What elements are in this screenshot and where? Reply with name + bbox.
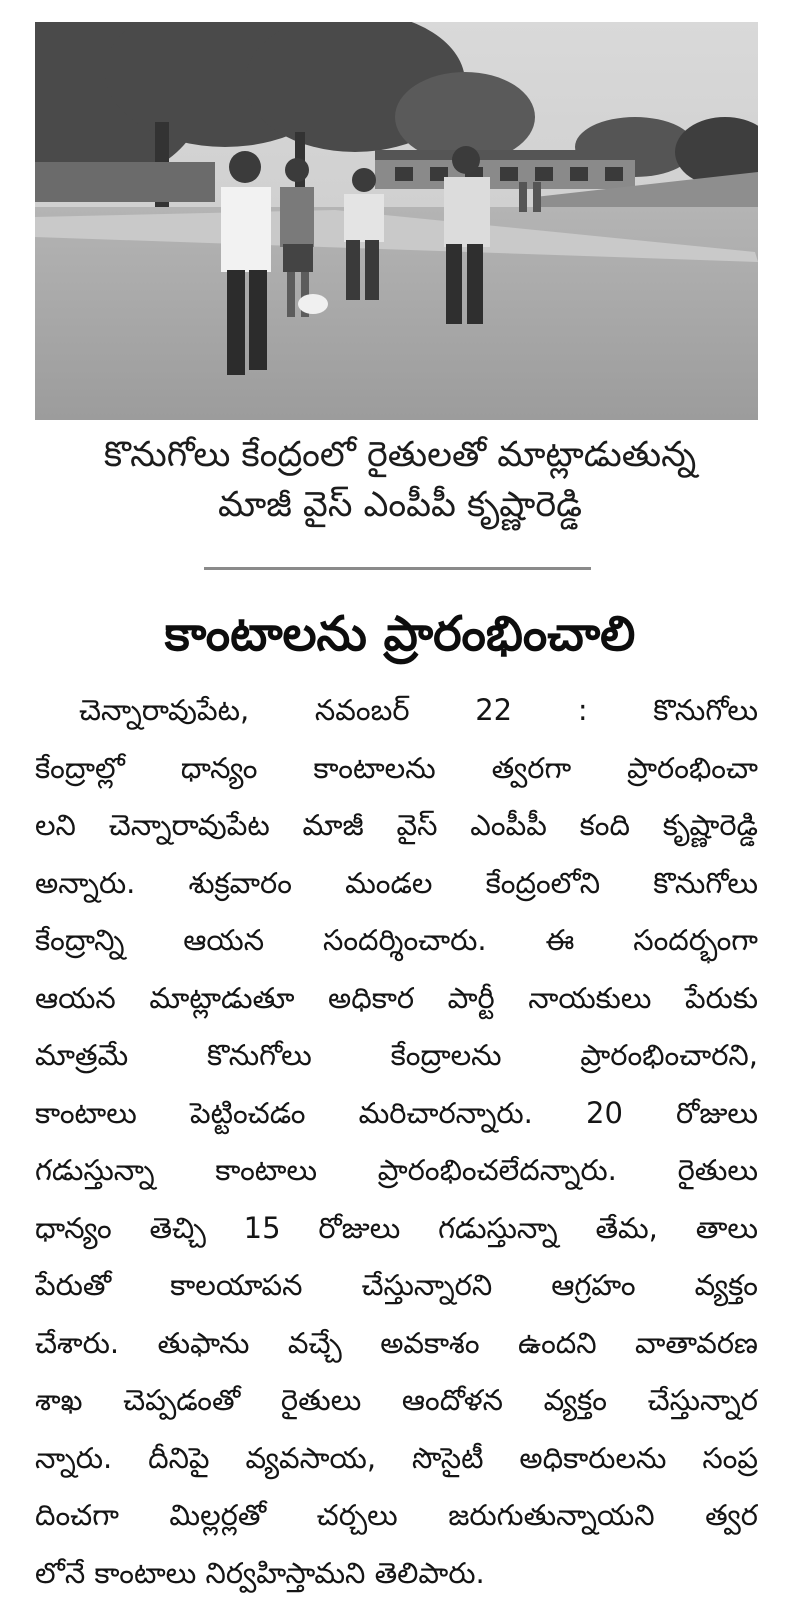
divider [204, 567, 591, 570]
body-line: న్నారు. దీనిపై వ్యవసాయ, సొసైటీ అధికారులను సంప్ర [35, 1440, 758, 1475]
caption-line: కొనుగోలు కేంద్రంలో రైతులతో మాట్లాడుతున్న [103, 435, 697, 475]
body-line: కాంటాలు పెట్టించడం మరిచారన్నారు. 20 రోజులు [35, 1095, 758, 1130]
body-line: గడుస్తున్నా కాంటాలు ప్రారంభించలేదన్నారు. రైతులు [35, 1153, 758, 1187]
body-line: శాఖ చెప్పడంతో రైతులు ఆందోళన వ్యక్తం చేస్తున్నార [35, 1383, 758, 1417]
body-line: మాత్రమే కొనుగోలు కేంద్రాలను ప్రారంభించారని, [35, 1038, 758, 1072]
article-body [35, 682, 758, 1602]
body-line: ధాన్యం తెచ్చి 15 రోజులు గడుస్తున్నా తేమ, తాలు [35, 1210, 758, 1245]
body-line: కేంద్రాల్లో ధాన్యం కాంటాలను త్వరగా ప్రారంభించా [35, 750, 758, 785]
body-line: అన్నారు. శుక్రవారం మండల కేంద్రంలోని కొనుగోలు [35, 865, 758, 900]
body-line: పేరుతో కాలయాపన చేస్తున్నారని ఆగ్రహం వ్యక్తం [35, 1268, 758, 1302]
headline: కాంటాలను ప్రారంభించాలి [164, 606, 636, 662]
body-line: ఆయన మాట్లాడుతూ అధికార పార్టీ నాయకులు పేరుకు [35, 980, 758, 1015]
body-line: చెన్నారావుపేట, నవంబర్ 22 : కొనుగోలు [79, 693, 758, 727]
body-line: లని చెన్నారావుపేట మాజీ వైస్ ఎంపీపీ కంది కృష్ణారెడ్డి [35, 808, 758, 842]
body-line: లోనే కాంటాలు నిర్వహిస్తామని తెలిపారు. [35, 1555, 485, 1590]
photo-caption [20, 430, 780, 530]
caption-line: మాజీ వైస్ ఎంపీపీ కృష్ణారెడ్డి [217, 485, 583, 525]
body-line: దించగా మిల్లర్లతో చర్చలు జరుగుతున్నాయని త్వర [35, 1498, 758, 1532]
news-photo [35, 22, 758, 420]
body-line: చేశారు. తుఫాను వచ్చే అవకాశం ఉందని వాతావరణ [35, 1325, 758, 1360]
body-line: కేంద్రాన్ని ఆయన సందర్శించారు. ఈ సందర్భంగా [35, 923, 758, 957]
